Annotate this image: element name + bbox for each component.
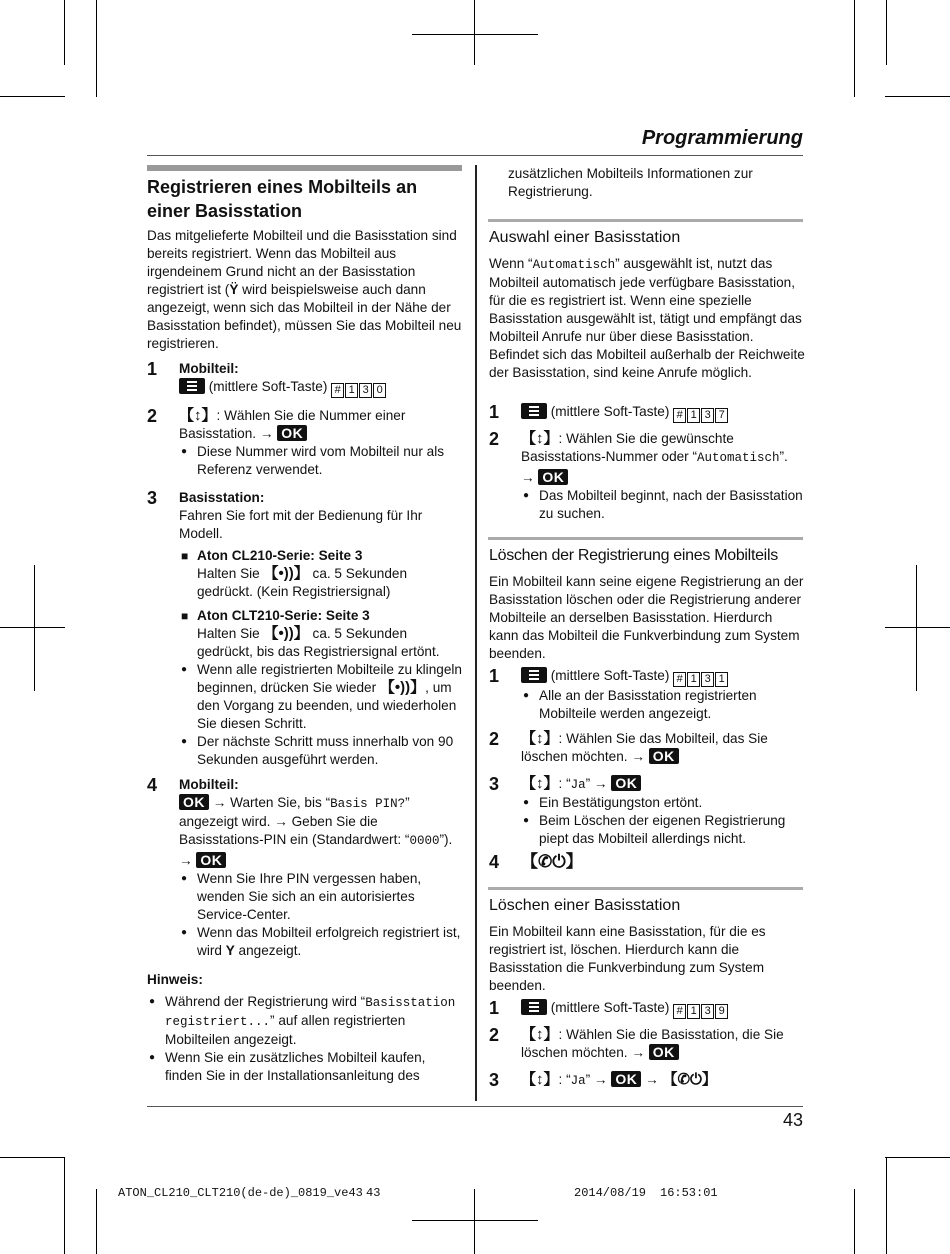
crop-mark <box>474 1189 475 1254</box>
note: Hinweis: ● Während der Registrierung wird “Basisstation registriert...” auf allen registrierten Mobilteilen angezeigt. ● Wenn Sie ein zusätzliches Mobilteil kaufen, finden Sie in der Installationsanleitung des <box>147 971 463 1085</box>
footer-rule <box>147 1106 803 1107</box>
crop-mark <box>854 1189 855 1254</box>
ok-key-icon: OK <box>196 852 226 868</box>
ok-key-icon: OK <box>179 794 209 810</box>
crop-mark <box>412 1220 538 1221</box>
crop-mark <box>96 1189 97 1254</box>
crop-mark <box>34 565 35 691</box>
step-1: 1 (mittlere Soft-Taste) # 1 3 9 <box>489 999 805 1019</box>
section-heading: Auswahl einer Basisstation <box>489 229 681 246</box>
step-2: 2 【↕】: Wählen Sie das Mobilteil, das Sie löschen möchten. → OK <box>489 729 768 764</box>
step-1: 1 Mobilteil: (mittlere Soft-Taste) # 1 3 0 <box>147 360 463 398</box>
crop-mark <box>885 627 950 628</box>
crop-mark <box>886 0 887 65</box>
section-title: Programmierung <box>641 127 803 149</box>
menu-icon <box>179 378 205 394</box>
antenna-icon: Ÿ <box>229 282 239 297</box>
continued-text: zusätzlichen Mobilteils Informationen zur Registrierung. <box>508 166 753 199</box>
key-sequence: # 1 3 0 <box>331 379 387 394</box>
off-hook-power-icon: 【✆⏻】 <box>662 1071 717 1088</box>
step-4: 4 Mobilteil: OK → Warten Sie, bis “Basis PIN?” angezeigt wird. → Geben Sie die Basisstations-PIN ein (Standardwert: “0000”). → OK ● Wenn Sie Ihre PIN vergessen haben, wenden Sie sich an ein autorisiertes Service-Center. ● Wenn das Mobilteil erfolgreich registriert ist, wird Y angezeigt. <box>147 776 463 960</box>
ok-key-icon: OK <box>538 469 568 485</box>
step-3: 3 Basisstation: Fahren Sie fort mit der Bedienung für Ihr Modell. ■ Aton CL210-Serie: Seite 3 Halten Sie 【•))】 ca. 5 Sekunden gedrückt. (Kein Registriersignal) ■ Aton CLT210-Serie: Seite 3 Halten Sie 【•))】 ca. 5 Sekunden gedrückt, bis das Registriersignal ertönt. ● Wenn alle registrierten Mobilteile zu klingeln beginnen, drücken Sie wieder 【•))】, um den Vorgang zu beenden, und wiederholen Sie diesen Schritt. ● Der nächste Schritt muss innerhalb von 90 Sekunden ausgeführt werden. <box>147 489 463 769</box>
crop-mark <box>64 0 65 65</box>
crop-mark <box>885 96 950 97</box>
off-hook-power-icon: 【✆⏻】 <box>521 852 583 871</box>
note-heading: Hinweis: <box>147 972 203 987</box>
step-label: Mobilteil: <box>179 361 239 376</box>
up-down-navigator-icon: 【↕】 <box>521 430 559 447</box>
locator-key-icon: 【•))】 <box>263 625 309 642</box>
key-sequence: # 1 3 7 <box>673 404 729 419</box>
step-3: 3 【↕】: “Ja” → OK ● Ein Bestätigungston ertönt. ● Beim Löschen der eigenen Registrierung piept das Mobilteil allerdings nicht. <box>489 775 805 848</box>
step-1: 1 (mittlere Soft-Taste) # 1 3 7 <box>489 403 805 423</box>
header-rule <box>147 155 803 156</box>
crop-mark <box>885 1157 950 1158</box>
section-rule <box>488 537 803 540</box>
column-divider <box>475 165 477 1101</box>
model-heading: ■ Aton CL210-Serie: Seite 3 <box>179 547 463 565</box>
antenna-icon: Y <box>225 943 235 958</box>
menu-icon <box>521 403 547 419</box>
crop-mark <box>412 34 538 35</box>
ok-key-icon: OK <box>611 1071 641 1087</box>
bullet-item: ● Diese Nummer wird vom Mobilteil nur als Referenz verwendet. <box>179 443 463 479</box>
ok-key-icon: OK <box>611 775 641 791</box>
key-sequence: # 1 3 1 <box>673 668 729 683</box>
section-rule <box>488 887 803 890</box>
locator-key-icon: 【•))】 <box>263 565 309 582</box>
section-rule <box>488 219 803 222</box>
menu-icon <box>521 667 547 683</box>
crop-mark <box>854 0 855 97</box>
crop-mark <box>64 1157 65 1254</box>
section-text: Ein Mobilteil kann eine Basisstation, für die es registriert ist, löschen. Hierdurch kann die Basisstation die Funkverbindung zum System beenden. <box>489 924 766 993</box>
step-2: 2 【↕】: Wählen Sie die gewünschte Basisstations-Nummer oder “Automatisch”. → OK ● Das Mobilteil beginnt, nach der Basisstation zu suchen. <box>489 430 805 523</box>
step-4: 4 【✆⏻】 <box>489 852 583 872</box>
step-3: 3 【↕】: “Ja” → OK → 【✆⏻】 <box>489 1070 717 1090</box>
crop-mark <box>0 96 65 97</box>
section-heading: Registrieren eines Mobilteils an einer Basisstation <box>147 177 418 221</box>
print-footer-time: 16:53:01 <box>660 1186 718 1200</box>
crop-mark <box>0 1157 65 1158</box>
section-bar <box>147 165 462 171</box>
crop-mark <box>96 0 97 97</box>
print-footer-date: 2014/08/19 <box>574 1186 647 1200</box>
model-heading: ■ Aton CLT210-Serie: Seite 3 <box>179 607 463 625</box>
crop-mark <box>0 627 65 628</box>
section-heading: Löschen einer Basisstation <box>489 897 681 914</box>
section-text: Wenn “Automatisch” ausgewählt ist, nutzt das Mobilteil automatisch jede verfügbare Basisstation, für die es registriert ist. Wenn eine spezielle Basisstation ausgewählt ist, tätigt und empfängt das Mobilteil Anrufe nur über diese Basisstation. Befindet sich das Mobilteil außerhalb der Reichweite der Basisstation, sind keine Anrufe möglich. <box>489 256 805 380</box>
menu-icon <box>521 999 547 1015</box>
intro-text: Das mitgelieferte Mobilteil und die Basisstation sind bereits registriert. Wenn das Mobilteil aus irgendeinem Grund nicht an der Basisstation registriert ist (Ÿ wird beispielsweise auch dann angezeigt, wenn sich das Mobilteil in der Nähe der Basisstation befindet), müssen Sie das Mobilteil neu registrieren. <box>147 228 462 351</box>
up-down-navigator-icon: 【↕】 <box>521 1026 559 1043</box>
ok-key-icon: OK <box>649 748 679 764</box>
locator-key-icon: 【•))】 <box>379 679 426 696</box>
crop-mark <box>916 565 917 691</box>
section-text: Ein Mobilteil kann seine eigene Registrierung an der Basisstation löschen oder die Registrierung anderer Mobilteile an derselben Basisstation. Hierdurch kann das Mobilteil die Funkverbindung zum System beenden. <box>489 574 804 661</box>
up-down-navigator-icon: 【↕】 <box>179 407 217 424</box>
left-column <box>147 175 463 353</box>
crop-mark <box>474 0 475 65</box>
up-down-navigator-icon: 【↕】 <box>521 775 559 792</box>
step-1: 1 (mittlere Soft-Taste) # 1 3 1 ● Alle an der Basisstation registrierten Mobilteile werden angezeigt. <box>489 667 805 723</box>
step-2: 2 【↕】: Wählen Sie die Basisstation, die Sie löschen möchten. → OK <box>489 1025 784 1060</box>
ok-key-icon: OK <box>649 1044 679 1060</box>
step-2: 2 【↕】: Wählen Sie die Nummer einer Basisstation. → OK ● Diese Nummer wird vom Mobilteil nur als Referenz verwendet. <box>147 407 463 479</box>
key-sequence: # 1 3 9 <box>673 1000 729 1015</box>
print-footer-file: ATON_CL210_CLT210(de-de)_0819_ve43 <box>118 1186 363 1200</box>
crop-mark <box>886 1157 887 1254</box>
section-heading: Löschen der Registrierung eines Mobilteils <box>489 547 778 564</box>
up-down-navigator-icon: 【↕】 <box>521 1071 559 1088</box>
up-down-navigator-icon: 【↕】 <box>521 730 559 747</box>
page-number: 43 <box>782 1110 803 1130</box>
ok-key-icon: OK <box>277 425 307 441</box>
print-footer-page: 43 <box>366 1186 381 1200</box>
